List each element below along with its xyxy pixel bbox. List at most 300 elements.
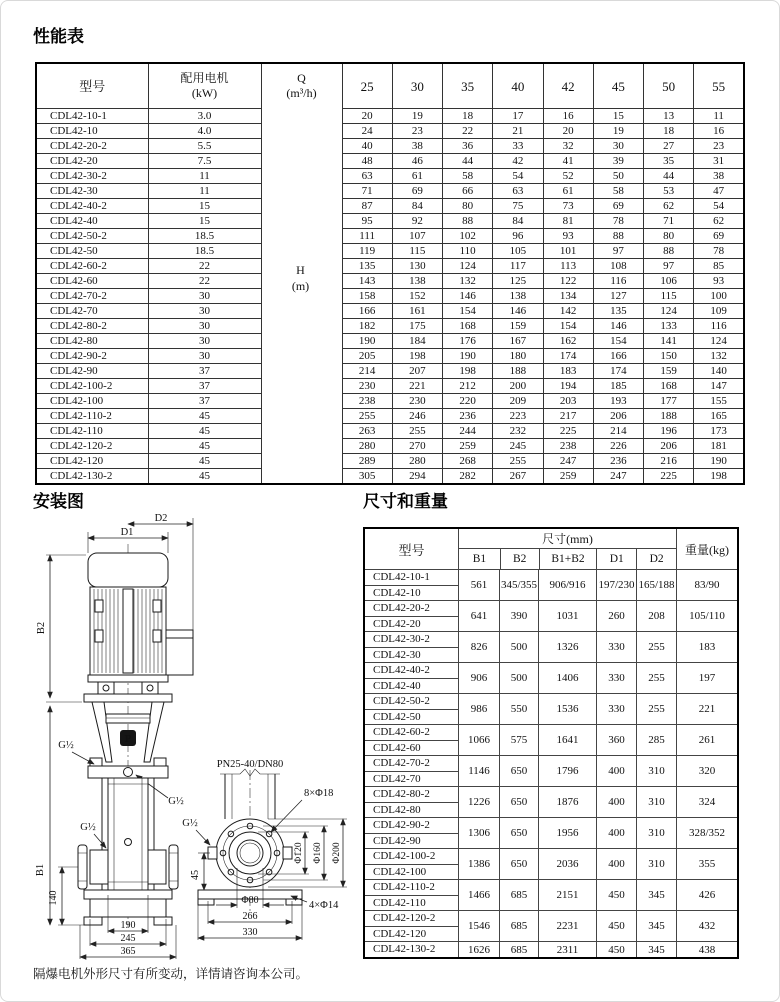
pump-base-body [90, 899, 166, 917]
dimensions-row-group [365, 662, 737, 693]
head-value-cell: 52 [543, 169, 593, 184]
dimensions-row-group [365, 879, 737, 910]
stool-flange [84, 694, 172, 702]
port-hub-left [90, 850, 108, 884]
brand-badge-letter: P [124, 733, 132, 745]
motor-kw-cell: 45 [148, 409, 261, 424]
head-value-cell: 146 [593, 319, 643, 334]
dim-d1-cell: 330 [596, 663, 636, 693]
dim-d1-cell: 360 [596, 725, 636, 755]
dim-size-subheader: D2 [636, 549, 676, 569]
head-value-cell: 88 [443, 214, 493, 229]
dim-b1-cell: 1306 [458, 818, 499, 848]
head-value-cell: 280 [392, 454, 442, 469]
motor-kw-cell: 11 [148, 184, 261, 199]
dimensions-row-group [365, 755, 737, 786]
head-value-cell: 130 [392, 259, 442, 274]
dim-b2-cell: 575 [499, 725, 538, 755]
performance-row [36, 364, 744, 379]
motor-kw-cell: 37 [148, 364, 261, 379]
head-value-cell: 16 [543, 109, 593, 124]
model-cell: CDL42-120-2 [36, 439, 148, 454]
performance-table [35, 62, 745, 485]
dim-weight-cell: 355 [676, 849, 737, 879]
head-value-cell: 115 [392, 244, 442, 259]
dim-weight-cell: 328/352 [676, 818, 737, 848]
dim-d2-cell: 310 [636, 787, 676, 817]
dim-model-cell: CDL42-80 [365, 802, 458, 817]
head-value-cell: 238 [342, 394, 392, 409]
head-value-cell: 63 [493, 184, 543, 199]
dim-model-cell: CDL42-20-2 [373, 602, 430, 614]
performance-row [36, 229, 744, 244]
head-value-cell: 225 [644, 469, 694, 485]
dim-weight-cell: 221 [676, 694, 737, 724]
head-value-cell: 63 [342, 169, 392, 184]
head-merged-cell [261, 454, 342, 469]
head-value-cell: 46 [392, 154, 442, 169]
dim-col-weight: 重量(kg) [676, 529, 737, 569]
dim-b2-cell: 650 [499, 756, 538, 786]
head-value-cell: 106 [644, 274, 694, 289]
head-value-cell: 53 [644, 184, 694, 199]
head-merged-cell [261, 184, 342, 199]
d2-label: D2 [154, 513, 168, 524]
performance-row [36, 274, 744, 289]
footer-note: 隔爆电机外形尺寸有所变动，详情请咨询本公司。 [33, 967, 309, 981]
motor-kw-cell: 4.0 [148, 124, 261, 139]
head-value-cell: 75 [493, 199, 543, 214]
head-value-cell: 280 [342, 439, 392, 454]
head-value-cell: 180 [493, 349, 543, 364]
performance-row [36, 289, 744, 304]
motor-kw-cell: 30 [148, 304, 261, 319]
head-value-cell: 73 [543, 199, 593, 214]
dim-b2-cell: 650 [499, 849, 538, 879]
head-value-cell: 238 [543, 439, 593, 454]
head-value-cell: 140 [694, 364, 744, 379]
head-value-cell: 230 [392, 394, 442, 409]
motor-kw-cell: 30 [148, 289, 261, 304]
head-value-cell: 124 [443, 259, 493, 274]
model-cell: CDL42-120 [36, 454, 148, 469]
model-cell: CDL42-60 [36, 274, 148, 289]
col-header-motor: 配用电机 (kW) [148, 63, 261, 109]
head-value-cell: 147 [694, 379, 744, 394]
head-value-cell: 42 [493, 154, 543, 169]
dim-b1b2-cell: 2151 [538, 880, 596, 910]
motor-terminal-box [166, 630, 193, 675]
head-value-cell: 206 [593, 409, 643, 424]
side-port-boss-right [283, 847, 292, 859]
head-value-cell: 185 [593, 379, 643, 394]
dim-size-subheader: B1 [472, 553, 487, 565]
model-cell: CDL42-80 [36, 334, 148, 349]
head-value-cell: 214 [342, 364, 392, 379]
head-value-cell: 18 [644, 124, 694, 139]
head-value-cell: 62 [694, 214, 744, 229]
head-value-cell: 206 [644, 439, 694, 454]
head-value-cell: 135 [593, 304, 643, 319]
dim-b1-cell: 561 [458, 570, 499, 600]
performance-row [36, 154, 744, 169]
head-value-cell: 154 [543, 319, 593, 334]
motor-kw-cell: 15 [148, 199, 261, 214]
head-merged-cell [261, 379, 342, 394]
dim-model-cell: CDL42-100 [365, 864, 458, 879]
dim-b1b2-cell: 1956 [538, 818, 596, 848]
dim-d1-cell: 330 [596, 632, 636, 662]
motor-kw-cell: 45 [148, 424, 261, 439]
head-value-cell: 22 [443, 124, 493, 139]
head-merged-cell [261, 424, 342, 439]
head-merged-cell [261, 124, 342, 139]
head-value-cell: 236 [593, 454, 643, 469]
dim-model-cell: CDL42-30 [365, 647, 458, 662]
dim-b2-cell: 345/355 [499, 570, 538, 600]
model-cell: CDL42-40 [36, 214, 148, 229]
head-value-cell: 223 [493, 409, 543, 424]
motor-kw-cell: 22 [148, 259, 261, 274]
head-merged-cell [261, 109, 342, 124]
dimensions-row-group [365, 631, 737, 662]
head-value-cell: 69 [593, 199, 643, 214]
g-half-label: G½ [182, 818, 198, 829]
dim-model-cell: CDL42-30-2 [373, 633, 430, 645]
motor-kw-cell: 30 [148, 319, 261, 334]
col-header-flow-value: 30 [392, 63, 442, 109]
dimensions-row-group [365, 941, 737, 957]
dim-45-label: 45 [190, 870, 201, 880]
dim-b1-cell: 1066 [458, 725, 499, 755]
head-value-cell: 289 [342, 454, 392, 469]
head-value-cell: 88 [644, 244, 694, 259]
dim-d1-cell: 400 [596, 849, 636, 879]
head-value-cell: 78 [694, 244, 744, 259]
dim-weight-cell: 324 [676, 787, 737, 817]
head-value-cell: 36 [443, 139, 493, 154]
head-value-cell: 209 [493, 394, 543, 409]
dim-model-cell: CDL42-90-2 [373, 819, 430, 831]
head-value-cell: 244 [443, 424, 493, 439]
motor-kw-cell: 45 [148, 469, 261, 485]
dim-140-label: 140 [48, 890, 59, 906]
head-value-cell: 30 [593, 139, 643, 154]
dim-model-cell: CDL42-110 [365, 895, 458, 910]
dimensions-row-group [365, 693, 737, 724]
head-value-cell: 217 [543, 409, 593, 424]
head-value-cell: 102 [443, 229, 493, 244]
dim-model-cell: CDL42-40 [365, 678, 458, 693]
head-value-cell: 71 [644, 214, 694, 229]
head-merged-cell [261, 169, 342, 184]
head-value-cell: 138 [493, 289, 543, 304]
port-flange-right [169, 845, 178, 889]
dim-weight-cell: 183 [676, 632, 737, 662]
head-value-cell: 33 [493, 139, 543, 154]
performance-row [36, 214, 744, 229]
head-value-cell: 17 [493, 109, 543, 124]
head-value-cell: 184 [392, 334, 442, 349]
head-value-cell: 62 [644, 199, 694, 214]
head-value-cell: 13 [644, 109, 694, 124]
head-value-cell: 113 [543, 259, 593, 274]
motor-kw-cell: 3.0 [148, 109, 261, 124]
dim-b1b2-cell: 2231 [538, 911, 596, 941]
installation-title: 安装图 [33, 492, 84, 512]
motor-kw-cell: 11 [148, 169, 261, 184]
head-merged-cell [261, 214, 342, 229]
head-value-cell: 226 [593, 439, 643, 454]
col-header-flow-value: 45 [593, 63, 643, 109]
dim-b2-cell: 390 [499, 601, 538, 631]
head-value-cell: 38 [694, 169, 744, 184]
d1-label: D1 [120, 527, 134, 538]
dim-model-cell: CDL42-70-2 [373, 757, 430, 769]
dimensions-row-group [365, 910, 737, 941]
head-value-cell: 15 [593, 109, 643, 124]
g-half-label: G½ [168, 796, 184, 807]
head-value-cell: 132 [694, 349, 744, 364]
dim-d2-cell: 345 [636, 880, 676, 910]
model-cell: CDL42-50-2 [36, 229, 148, 244]
dim-weight-cell: 197 [676, 663, 737, 693]
installation-drawing [28, 512, 363, 964]
head-value-cell: 119 [342, 244, 392, 259]
head-value-cell: 194 [543, 379, 593, 394]
head-value-cell: 85 [694, 259, 744, 274]
dim-d1-cell: 197/230 [596, 570, 636, 600]
head-value-cell: 167 [493, 334, 543, 349]
dimensions-table [363, 527, 739, 959]
head-value-cell: 152 [392, 289, 442, 304]
head-value-cell: 159 [644, 364, 694, 379]
dim-330-label: 330 [242, 927, 258, 938]
dim-model-cell: CDL42-60-2 [373, 726, 430, 738]
dim-b1-cell: 1546 [458, 911, 499, 941]
dim-weight-cell: 261 [676, 725, 737, 755]
dim-model-cell: CDL42-60 [365, 740, 458, 755]
head-value-cell: 143 [342, 274, 392, 289]
head-value-cell: 165 [694, 409, 744, 424]
dim-d2-cell: 310 [636, 818, 676, 848]
dim-d1-cell: 450 [596, 942, 636, 957]
model-cell: CDL42-30 [36, 184, 148, 199]
motor-kw-cell: 5.5 [148, 139, 261, 154]
dim-b1-cell: 1626 [458, 942, 499, 957]
head-value-cell: 247 [593, 469, 643, 485]
head-value-cell: 166 [593, 349, 643, 364]
dimensions-row-group [365, 817, 737, 848]
phi200-label: Φ200 [332, 842, 342, 864]
performance-row [36, 454, 744, 469]
dimensions-row-group [365, 786, 737, 817]
head-value-cell: 176 [443, 334, 493, 349]
model-cell: CDL42-70 [36, 304, 148, 319]
head-value-cell: 245 [493, 439, 543, 454]
head-value-cell: 93 [694, 274, 744, 289]
head-value-cell: 39 [593, 154, 643, 169]
phi120-label: Φ120 [294, 842, 304, 864]
dim-b1b2-cell: 2311 [538, 942, 596, 957]
head-value-cell: 58 [593, 184, 643, 199]
dim-d2-cell: 255 [636, 632, 676, 662]
head-value-cell: 96 [493, 229, 543, 244]
dim-b2-cell: 500 [499, 663, 538, 693]
dim-266-label: 266 [242, 911, 258, 922]
performance-row [36, 244, 744, 259]
head-value-cell: 69 [392, 184, 442, 199]
performance-row [36, 409, 744, 424]
dim-b1b2-cell: 1876 [538, 787, 596, 817]
head-value-cell: 23 [392, 124, 442, 139]
head-value-cell: 48 [342, 154, 392, 169]
model-cell: CDL42-90 [36, 364, 148, 379]
dim-b1b2-cell: 1641 [538, 725, 596, 755]
head-value-cell: 93 [543, 229, 593, 244]
performance-row [36, 184, 744, 199]
head-value-cell: 255 [342, 409, 392, 424]
head-merged-cell [261, 139, 342, 154]
col-header-flow: Q (m³/h) [261, 63, 342, 109]
flange-bolt-callout: 8×Φ18 [304, 788, 334, 799]
head-value-cell: 87 [342, 199, 392, 214]
model-cell: CDL42-10 [36, 124, 148, 139]
dim-b2-cell: 650 [499, 787, 538, 817]
head-value-cell: 175 [392, 319, 442, 334]
head-value-cell: 92 [392, 214, 442, 229]
head-value-cell: 162 [543, 334, 593, 349]
head-value-cell: 107 [392, 229, 442, 244]
head-value-cell: 105 [493, 244, 543, 259]
head-value-cell: 116 [694, 319, 744, 334]
head-value-cell: 69 [694, 229, 744, 244]
head-value-cell: 259 [543, 469, 593, 485]
motor-kw-cell: 22 [148, 274, 261, 289]
dim-b1b2-cell: 2036 [538, 849, 596, 879]
head-value-cell: 115 [644, 289, 694, 304]
head-value-cell: 177 [644, 394, 694, 409]
dim-d1-cell: 400 [596, 818, 636, 848]
motor-kw-cell: 15 [148, 214, 261, 229]
motor-kw-cell: 45 [148, 454, 261, 469]
head-value-cell: 198 [443, 364, 493, 379]
head-value-cell: 158 [342, 289, 392, 304]
model-cell: CDL42-40-2 [36, 199, 148, 214]
dim-b1-cell: 1386 [458, 849, 499, 879]
head-value-cell: 141 [644, 334, 694, 349]
performance-row [36, 199, 744, 214]
dim-190-label: 190 [120, 920, 136, 931]
model-cell: CDL42-100 [36, 394, 148, 409]
head-unit-label: H (m) [291, 263, 310, 293]
head-value-cell: 58 [443, 169, 493, 184]
dim-d1-cell: 400 [596, 787, 636, 817]
motor-kw-cell: 37 [148, 394, 261, 409]
head-value-cell: 78 [593, 214, 643, 229]
head-value-cell: 124 [644, 304, 694, 319]
dim-weight-cell: 320 [676, 756, 737, 786]
head-value-cell: 18 [443, 109, 493, 124]
model-cell: CDL42-20 [36, 154, 148, 169]
head-value-cell: 110 [443, 244, 493, 259]
performance-row [36, 319, 744, 334]
phi160-label: Φ160 [313, 842, 323, 864]
head-value-cell: 212 [443, 379, 493, 394]
head-value-cell: 221 [392, 379, 442, 394]
head-value-cell: 214 [593, 424, 643, 439]
g-half-label: G½ [80, 822, 96, 833]
head-value-cell: 27 [644, 139, 694, 154]
port-flange-left [78, 845, 87, 889]
dim-b1-cell: 641 [458, 601, 499, 631]
model-cell: CDL42-70-2 [36, 289, 148, 304]
port-hub-right [148, 850, 166, 884]
col-header-flow-value: 40 [493, 63, 543, 109]
head-value-cell: 40 [342, 139, 392, 154]
dim-d1-cell: 400 [596, 756, 636, 786]
model-cell: CDL42-110 [36, 424, 148, 439]
motor-kw-cell: 37 [148, 379, 261, 394]
motor-kw-cell: 45 [148, 439, 261, 454]
model-cell: CDL42-90-2 [36, 349, 148, 364]
head-value-cell: 100 [694, 289, 744, 304]
g-half-label: G½ [58, 740, 74, 751]
head-merged-cell [261, 319, 342, 334]
head-value-cell: 84 [493, 214, 543, 229]
head-value-cell: 161 [392, 304, 442, 319]
dim-model-cell: CDL42-90 [365, 833, 458, 848]
head-value-cell: 138 [392, 274, 442, 289]
model-cell: CDL42-50 [36, 244, 148, 259]
head-value-cell: 127 [593, 289, 643, 304]
head-value-cell: 168 [644, 379, 694, 394]
performance-header-row [36, 63, 744, 109]
head-value-cell: 232 [493, 424, 543, 439]
dim-d2-cell: 255 [636, 694, 676, 724]
dim-b2-cell: 650 [499, 818, 538, 848]
performance-row [36, 169, 744, 184]
dim-b1b2-cell: 1406 [538, 663, 596, 693]
head-merged-cell [261, 349, 342, 364]
head-value-cell: 168 [443, 319, 493, 334]
performance-row [36, 349, 744, 364]
head-value-cell: 71 [342, 184, 392, 199]
head-value-cell: 20 [543, 124, 593, 139]
dim-b1b2-cell: 1031 [538, 601, 596, 631]
head-merged-cell [261, 199, 342, 214]
dim-size-subheader: B2 [500, 549, 539, 569]
head-value-cell: 305 [342, 469, 392, 485]
model-cell: CDL42-80-2 [36, 319, 148, 334]
head-value-cell: 263 [342, 424, 392, 439]
col-header-model: 型号 [36, 63, 148, 109]
head-value-cell: 203 [543, 394, 593, 409]
model-cell: CDL42-20-2 [36, 139, 148, 154]
head-value-cell: 124 [694, 334, 744, 349]
head-value-cell: 38 [392, 139, 442, 154]
dim-weight-cell: 426 [676, 880, 737, 910]
head-value-cell: 108 [593, 259, 643, 274]
dim-d2-cell: 310 [636, 756, 676, 786]
col-header-flow-value: 35 [443, 63, 493, 109]
dim-model-cell: CDL42-40-2 [373, 664, 430, 676]
performance-row [36, 394, 744, 409]
head-value-cell: 225 [543, 424, 593, 439]
dim-b2-cell: 685 [499, 911, 538, 941]
head-value-cell: 44 [443, 154, 493, 169]
head-value-cell: 54 [493, 169, 543, 184]
